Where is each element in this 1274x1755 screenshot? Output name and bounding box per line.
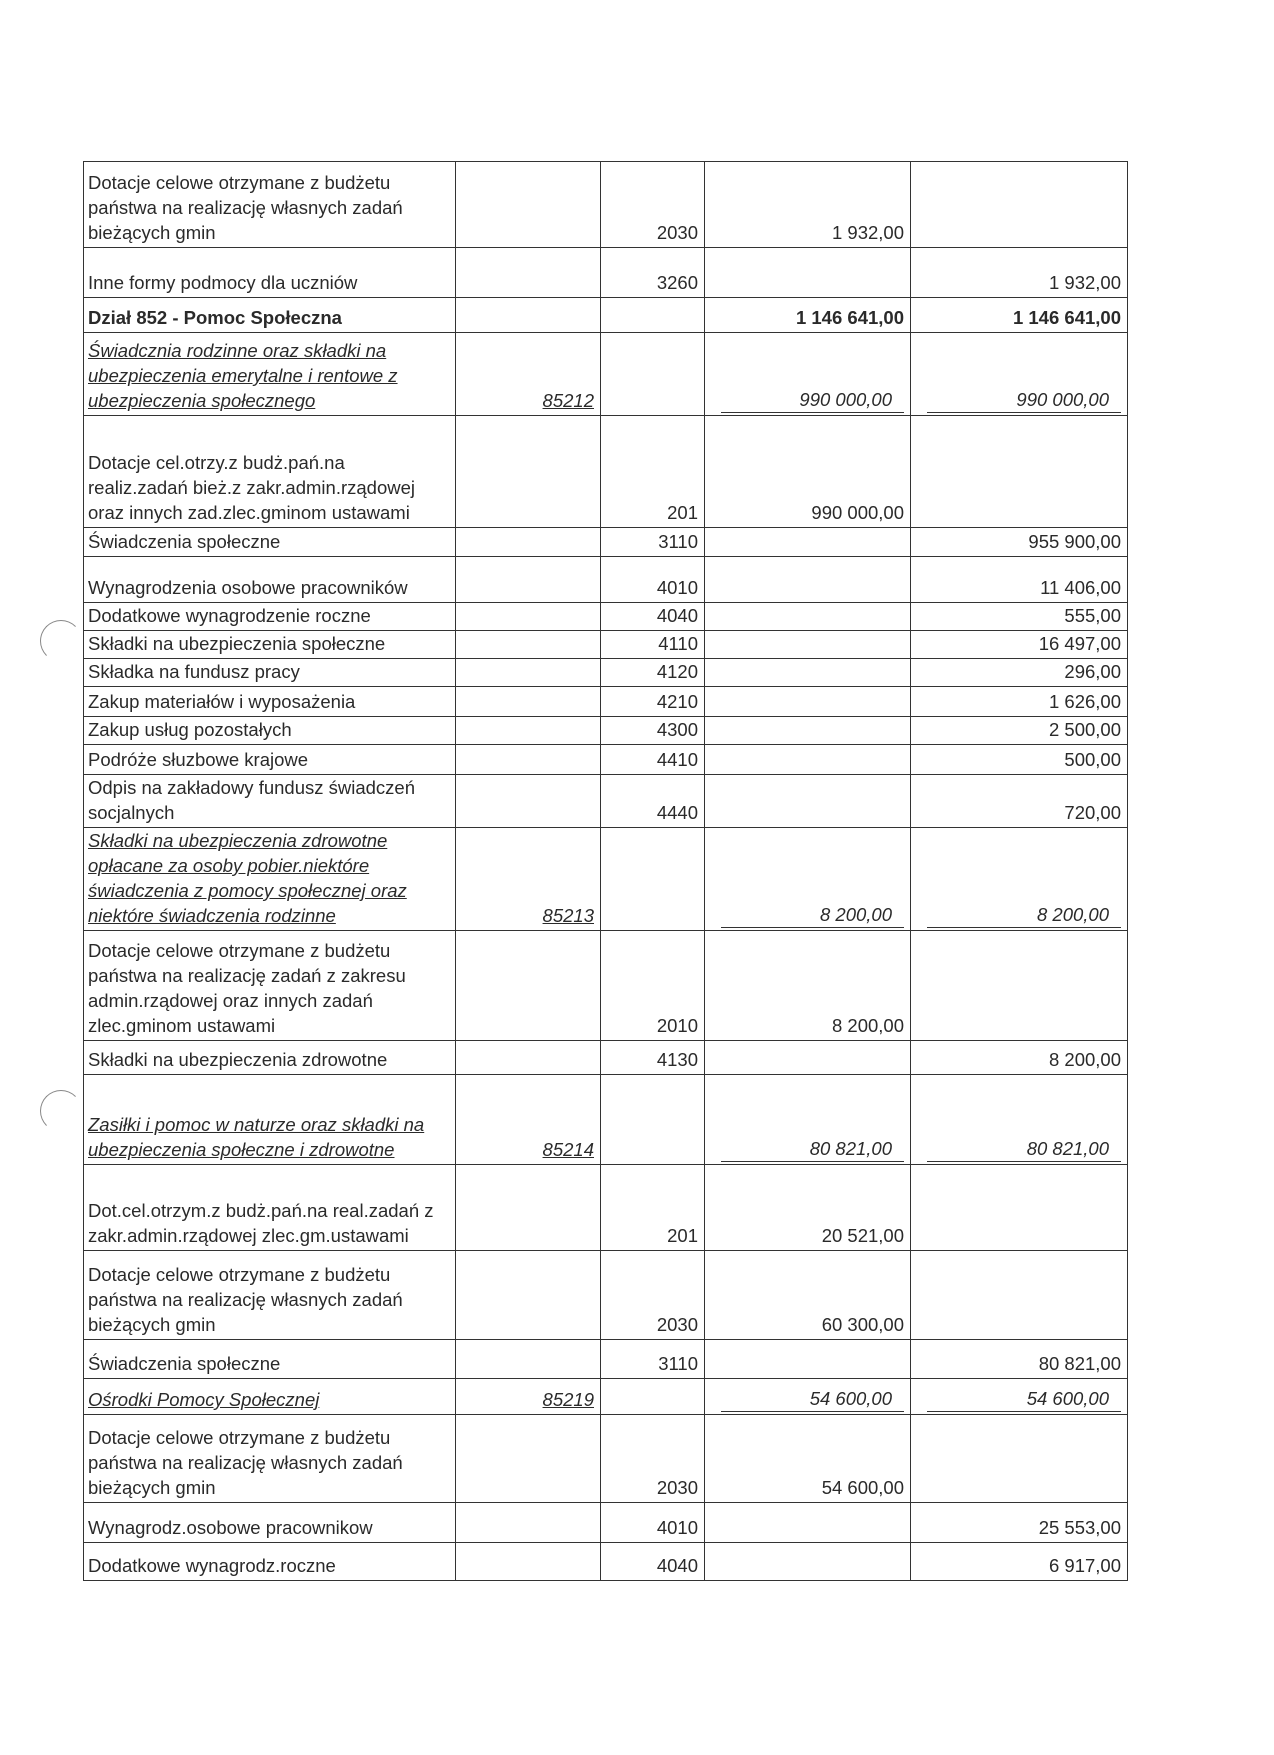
paragraf-cell bbox=[601, 298, 705, 333]
subsection-row bbox=[84, 1075, 1128, 1165]
table-row bbox=[84, 1340, 1128, 1379]
paragraf-cell: 3110 bbox=[601, 528, 705, 557]
dochody-cell: 60 300,00 bbox=[705, 1251, 911, 1340]
item-name: Dotacje celowe otrzymane z budżetu państwa na realizację własnych zadań bieżących gmin bbox=[84, 1415, 456, 1503]
rozdzial-cell bbox=[456, 298, 601, 333]
rozdzial-cell bbox=[456, 416, 601, 528]
paragraf-cell bbox=[601, 333, 705, 416]
wydatki-cell bbox=[911, 1251, 1128, 1340]
rozdzial-cell: 85213 bbox=[456, 828, 601, 931]
table-row bbox=[84, 416, 1128, 528]
wydatki-cell bbox=[911, 1165, 1128, 1251]
dochody-cell bbox=[705, 745, 911, 775]
dochody-cell: 80 821,00 bbox=[705, 1075, 911, 1165]
item-name: Inne formy podmocy dla uczniów bbox=[84, 248, 456, 298]
item-name: Zakup materiałów i wyposażenia bbox=[84, 687, 456, 717]
rozdzial-cell bbox=[456, 1340, 601, 1379]
wydatki-cell: 8 200,00 bbox=[911, 1041, 1128, 1075]
rozdzial-cell bbox=[456, 775, 601, 828]
item-name: Świadczenia społeczne bbox=[84, 528, 456, 557]
wydatki-cell: 500,00 bbox=[911, 745, 1128, 775]
dochody-cell: 20 521,00 bbox=[705, 1165, 911, 1251]
item-name: Dotacje celowe otrzymane z budżetu państwa na realizację zadań z zakresu admin.rządowej oraz innych zadań zlec.gminom ustawami bbox=[84, 931, 456, 1041]
budget-table bbox=[83, 161, 1128, 1581]
dochody-cell: 1 932,00 bbox=[705, 162, 911, 248]
paragraf-cell: 2010 bbox=[601, 931, 705, 1041]
rozdzial-cell bbox=[456, 717, 601, 745]
subsection-row bbox=[84, 1379, 1128, 1415]
paragraf-cell: 4010 bbox=[601, 557, 705, 603]
scan-mark bbox=[40, 620, 82, 662]
table-row bbox=[84, 1041, 1128, 1075]
rozdzial-cell bbox=[456, 162, 601, 248]
dochody-cell bbox=[705, 775, 911, 828]
dochody-cell: 1 146 641,00 bbox=[705, 298, 911, 333]
subsection-title: Ośrodki Pomocy Społecznej bbox=[84, 1379, 456, 1415]
paragraf-cell bbox=[601, 1075, 705, 1165]
paragraf-cell: 2030 bbox=[601, 1251, 705, 1340]
wydatki-cell: 296,00 bbox=[911, 659, 1128, 687]
scan-mark bbox=[40, 1090, 82, 1132]
table-row bbox=[84, 717, 1128, 745]
rozdzial-cell bbox=[456, 1041, 601, 1075]
paragraf-cell: 4130 bbox=[601, 1041, 705, 1075]
subsection-title: Zasiłki i pomoc w naturze oraz składki na ubezpieczenia społeczne i zdrowotne bbox=[84, 1075, 456, 1165]
dochody-cell bbox=[705, 659, 911, 687]
paragraf-cell: 4440 bbox=[601, 775, 705, 828]
wydatki-cell: 720,00 bbox=[911, 775, 1128, 828]
dochody-cell bbox=[705, 557, 911, 603]
wydatki-cell: 955 900,00 bbox=[911, 528, 1128, 557]
table-row bbox=[84, 1543, 1128, 1581]
dochody-cell bbox=[705, 1340, 911, 1379]
wydatki-cell bbox=[911, 162, 1128, 248]
paragraf-cell: 4040 bbox=[601, 1543, 705, 1581]
wydatki-cell: 25 553,00 bbox=[911, 1503, 1128, 1543]
wydatki-cell: 6 917,00 bbox=[911, 1543, 1128, 1581]
table-row bbox=[84, 745, 1128, 775]
dochody-cell: 990 000,00 bbox=[705, 416, 911, 528]
wydatki-cell bbox=[911, 416, 1128, 528]
dochody-cell bbox=[705, 1503, 911, 1543]
table-row bbox=[84, 1165, 1128, 1251]
table-row bbox=[84, 162, 1128, 248]
table-row bbox=[84, 528, 1128, 557]
wydatki-cell: 8 200,00 bbox=[911, 828, 1128, 931]
rozdzial-cell bbox=[456, 528, 601, 557]
table-row bbox=[84, 775, 1128, 828]
rozdzial-cell bbox=[456, 603, 601, 631]
table-row bbox=[84, 1251, 1128, 1340]
paragraf-cell: 3260 bbox=[601, 248, 705, 298]
table-row bbox=[84, 631, 1128, 659]
item-name: Zakup usług pozostałych bbox=[84, 717, 456, 745]
wydatki-cell: 80 821,00 bbox=[911, 1075, 1128, 1165]
wydatki-cell: 11 406,00 bbox=[911, 557, 1128, 603]
wydatki-cell: 1 146 641,00 bbox=[911, 298, 1128, 333]
rozdzial-cell bbox=[456, 557, 601, 603]
wydatki-cell: 80 821,00 bbox=[911, 1340, 1128, 1379]
rozdzial-cell bbox=[456, 687, 601, 717]
dochody-cell bbox=[705, 631, 911, 659]
item-name: Dotacje cel.otrzy.z budż.pań.na realiz.zadań bież.z zakr.admin.rządowej oraz innych zad.zlec.gminom ustawami bbox=[84, 416, 456, 528]
paragraf-cell bbox=[601, 828, 705, 931]
item-name: Dodatkowe wynagrodzenie roczne bbox=[84, 603, 456, 631]
item-name: Dodatkowe wynagrodz.roczne bbox=[84, 1543, 456, 1581]
dochody-cell bbox=[705, 1041, 911, 1075]
item-name: Składki na ubezpieczenia zdrowotne bbox=[84, 1041, 456, 1075]
rozdzial-cell bbox=[456, 1543, 601, 1581]
table-row bbox=[84, 603, 1128, 631]
wydatki-cell: 1 932,00 bbox=[911, 248, 1128, 298]
dochody-cell: 8 200,00 bbox=[705, 931, 911, 1041]
paragraf-cell: 4410 bbox=[601, 745, 705, 775]
rozdzial-cell bbox=[456, 1251, 601, 1340]
item-name: Składki na ubezpieczenia społeczne bbox=[84, 631, 456, 659]
dochody-cell: 990 000,00 bbox=[705, 333, 911, 416]
table-row bbox=[84, 687, 1128, 717]
dochody-cell: 8 200,00 bbox=[705, 828, 911, 931]
table-row bbox=[84, 248, 1128, 298]
rozdzial-cell bbox=[456, 248, 601, 298]
item-name: Świadczenia społeczne bbox=[84, 1340, 456, 1379]
wydatki-cell: 16 497,00 bbox=[911, 631, 1128, 659]
wydatki-cell: 54 600,00 bbox=[911, 1379, 1128, 1415]
paragraf-cell: 4010 bbox=[601, 1503, 705, 1543]
rozdzial-cell: 85212 bbox=[456, 333, 601, 416]
wydatki-cell: 2 500,00 bbox=[911, 717, 1128, 745]
wydatki-cell bbox=[911, 1415, 1128, 1503]
wydatki-cell: 1 626,00 bbox=[911, 687, 1128, 717]
paragraf-cell: 2030 bbox=[601, 1415, 705, 1503]
table-row bbox=[84, 1503, 1128, 1543]
rozdzial-cell: 85214 bbox=[456, 1075, 601, 1165]
rozdzial-cell bbox=[456, 1165, 601, 1251]
dochody-cell bbox=[705, 248, 911, 298]
paragraf-cell: 4040 bbox=[601, 603, 705, 631]
wydatki-cell: 555,00 bbox=[911, 603, 1128, 631]
dochody-cell bbox=[705, 687, 911, 717]
item-name: Podróże słuzbowe krajowe bbox=[84, 745, 456, 775]
dochody-cell: 54 600,00 bbox=[705, 1415, 911, 1503]
table-row bbox=[84, 557, 1128, 603]
rozdzial-cell bbox=[456, 931, 601, 1041]
paragraf-cell bbox=[601, 1379, 705, 1415]
item-name: Dot.cel.otrzym.z budż.pań.na real.zadań z zakr.admin.rządowej zlec.gm.ustawami bbox=[84, 1165, 456, 1251]
dochody-cell bbox=[705, 717, 911, 745]
section-header-row bbox=[84, 298, 1128, 333]
dochody-cell bbox=[705, 528, 911, 557]
section-title: Dział 852 - Pomoc Społeczna bbox=[84, 298, 456, 333]
wydatki-cell bbox=[911, 931, 1128, 1041]
rozdzial-cell: 85219 bbox=[456, 1379, 601, 1415]
rozdzial-cell bbox=[456, 631, 601, 659]
rozdzial-cell bbox=[456, 1415, 601, 1503]
subsection-row bbox=[84, 333, 1128, 416]
paragraf-cell: 201 bbox=[601, 1165, 705, 1251]
paragraf-cell: 4110 bbox=[601, 631, 705, 659]
item-name: Odpis na zakładowy fundusz świadczeń socjalnych bbox=[84, 775, 456, 828]
subsection-title: Składki na ubezpieczenia zdrowotne opłacane za osoby pobier.niektóre świadczenia z pomocy społecznej oraz niektóre świadczenia rodzinne bbox=[84, 828, 456, 931]
paragraf-cell: 4300 bbox=[601, 717, 705, 745]
paragraf-cell: 2030 bbox=[601, 162, 705, 248]
item-name: Wynagrodz.osobowe pracownikow bbox=[84, 1503, 456, 1543]
subsection-title: Świadcznia rodzinne oraz składki na ubezpieczenia emerytalne i rentowe z ubezpieczenia społecznego bbox=[84, 333, 456, 416]
paragraf-cell: 4120 bbox=[601, 659, 705, 687]
item-name: Dotacje celowe otrzymane z budżetu państwa na realizację własnych zadań bieżących gmin bbox=[84, 1251, 456, 1340]
paragraf-cell: 201 bbox=[601, 416, 705, 528]
dochody-cell bbox=[705, 1543, 911, 1581]
rozdzial-cell bbox=[456, 745, 601, 775]
item-name: Dotacje celowe otrzymane z budżetu państwa na realizację własnych zadań bieżących gmin bbox=[84, 162, 456, 248]
table-row bbox=[84, 1415, 1128, 1503]
paragraf-cell: 3110 bbox=[601, 1340, 705, 1379]
paragraf-cell: 4210 bbox=[601, 687, 705, 717]
wydatki-cell: 990 000,00 bbox=[911, 333, 1128, 416]
dochody-cell bbox=[705, 603, 911, 631]
item-name: Wynagrodzenia osobowe pracowników bbox=[84, 557, 456, 603]
rozdzial-cell bbox=[456, 1503, 601, 1543]
table-row bbox=[84, 659, 1128, 687]
rozdzial-cell bbox=[456, 659, 601, 687]
subsection-row bbox=[84, 828, 1128, 931]
item-name: Składka na fundusz pracy bbox=[84, 659, 456, 687]
table-row bbox=[84, 931, 1128, 1041]
dochody-cell: 54 600,00 bbox=[705, 1379, 911, 1415]
